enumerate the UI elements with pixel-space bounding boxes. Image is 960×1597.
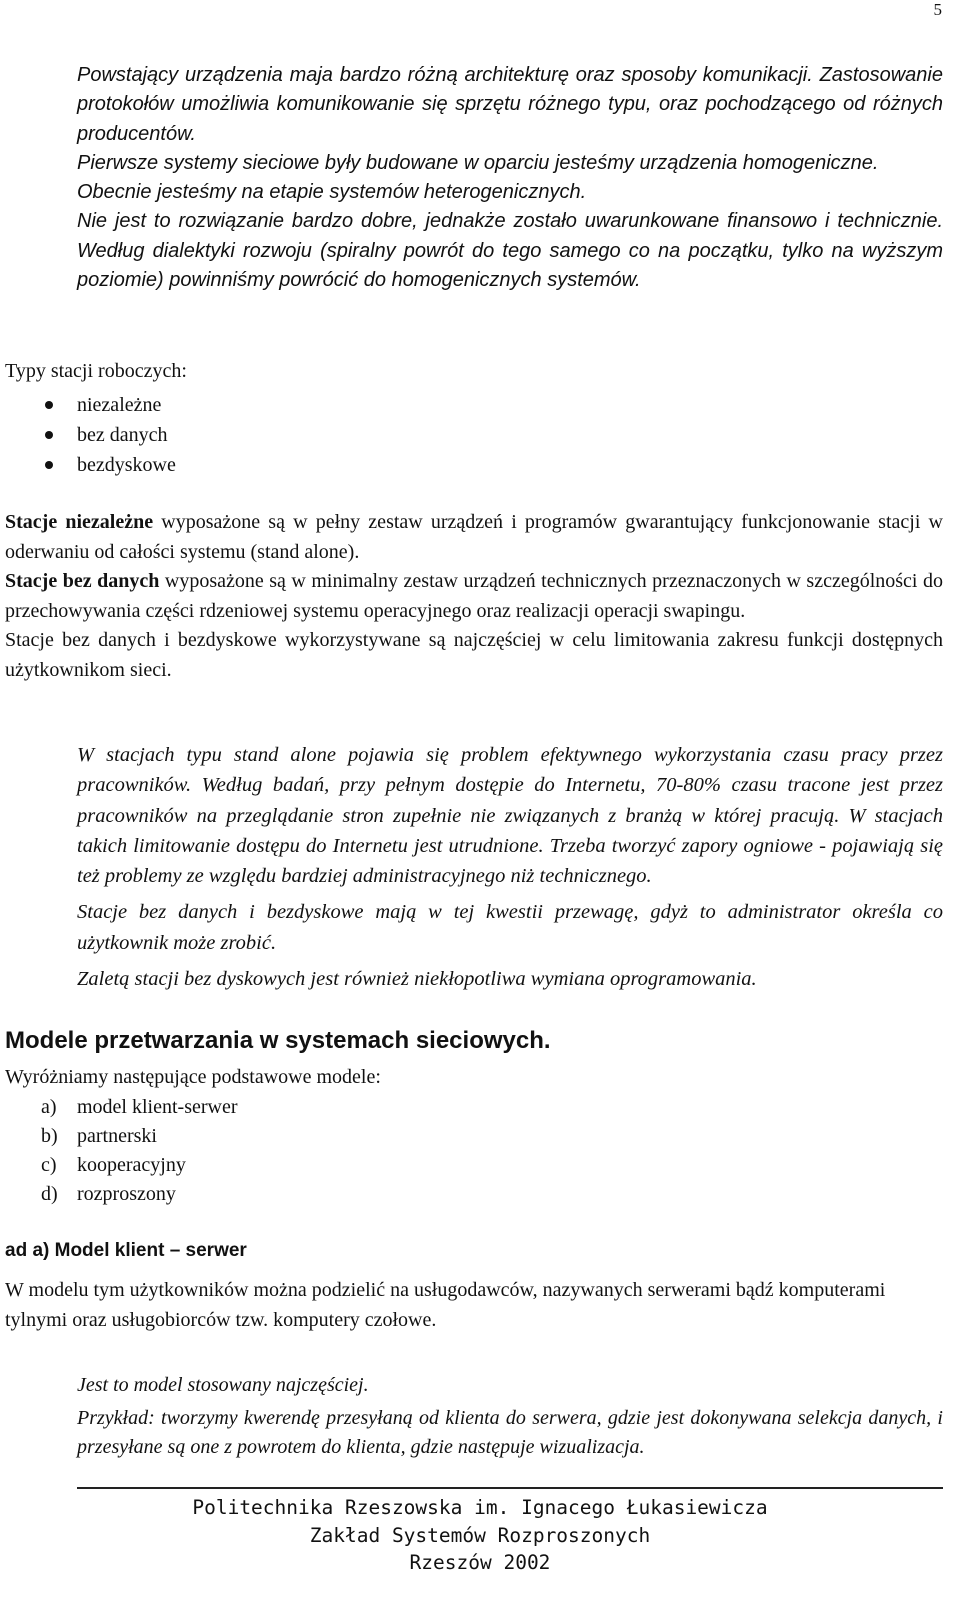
note-paragraph: Zaletą stacji bez dyskowych jest również niekłopotliwa wymiana oprogramowania. [77, 968, 757, 991]
bullet-icon [45, 461, 53, 469]
stations-heading: Typy stacji roboczych: [5, 360, 187, 382]
list-item-label: model klient-serwer [77, 1096, 238, 1118]
list-item-label: bez danych [77, 424, 168, 446]
intro-paragraph: Powstający urządzenia maja bardzo różną architekturę oraz sposoby komunikacji. Zastosowanie protokołów umożliwia komunikowanie się sprzętu różnego typu, oraz pochodzącego od różnych producentów. [77, 64, 943, 145]
list-item-label: rozproszony [77, 1183, 176, 1205]
footer-divider [77, 1487, 943, 1489]
note-paragraph: W stacjach typu stand alone pojawia się problem efektywnego wykorzystania czasu pracy przez pracowników. Według badań, przy pełnym dostępie do Internetu, 70-80% czasu tracone jest przez pracowników na przeglądanie stron zupełnie nie związanych z branżą w której pracują. W stacjach takich limitowanie dostępu do Internetu jest utrudnione. Trzeba tworzyć zapory ogniowe - pojawiają się też problemy ze względu bardziej administracyjnego niż technicznego. [77, 744, 943, 888]
bullet-icon [45, 431, 53, 439]
stations-list [5, 390, 176, 480]
client-server-text: W modelu tym użytkowników można podzielić na usługodawców, nazywanych serwerami bądź komputerami tylnymi oraz usługobiorców tzw. komputery czołowe. [5, 1279, 886, 1331]
bullet-icon [45, 401, 53, 409]
station-descriptions [5, 508, 943, 685]
intro-italic-block [77, 61, 943, 295]
footer-line: Rzeszów 2002 [409, 1551, 551, 1574]
list-item-label: partnerski [77, 1125, 157, 1147]
models-list [5, 1093, 238, 1209]
bold-term: Stacje bez danych [5, 570, 160, 592]
list-item [5, 390, 176, 420]
list-item [5, 1151, 238, 1180]
desc-text: wyposażone są w pełny zestaw urządzeń i programów gwarantujący funkcjonowanie stacji w oderwaniu od całości systemu (stand alone). [5, 511, 943, 563]
page-number: 5 [933, 0, 942, 19]
italic-note-block [77, 740, 943, 994]
list-marker: d) [41, 1183, 58, 1205]
italic-line: Przykład: tworzymy kwerendę przesyłaną od klienta do serwera, gdzie jest dokonywana selekcja danych, i przesyłane są one z powrotem do klienta, gdzie następuje wizualizacja. [77, 1406, 943, 1458]
list-item-label: bezdyskowe [77, 454, 176, 476]
intro-paragraph: Obecnie jesteśmy na etapie systemów heterogenicznych. [77, 181, 587, 204]
list-marker: a) [41, 1096, 57, 1118]
station-desc-nodata [5, 567, 943, 626]
note-paragraph: Stacje bez danych i bezdyskowe mają w tej kwestii przewagę, gdyż to administrator określa co użytkownik może zrobić. [77, 901, 943, 954]
section-title: Modele przetwarzania w systemach sieciowych. [5, 1027, 551, 1054]
client-server-italic [77, 1371, 943, 1463]
footer-line: Politechnika Rzeszowska im. Ignacego Łukasiewicza [192, 1496, 768, 1519]
intro-paragraph: Pierwsze systemy sieciowe były budowane w oparciu jesteśmy urządzenia homogeniczne. [77, 151, 879, 174]
list-item [5, 450, 176, 480]
footer-line: Zakład Systemów Rozproszonych [309, 1523, 651, 1547]
bold-term: niezależne [65, 511, 154, 533]
list-marker: b) [41, 1125, 58, 1147]
station-desc-independent [5, 508, 943, 567]
list-item [5, 1122, 238, 1151]
list-item [5, 420, 176, 450]
list-item [5, 1180, 238, 1209]
bold-term: Stacje [5, 511, 66, 533]
list-marker: c) [41, 1154, 57, 1176]
station-desc-usage: Stacje bez danych i bezdyskowe wykorzystywane są najczęściej w celu limitowania zakresu funkcji dostępnych użytkownikom sieci. [5, 629, 943, 681]
subsection-title: ad a) Model klient – serwer [5, 1240, 247, 1261]
section-intro: Wyróżniamy następujące podstawowe modele: [5, 1066, 381, 1088]
italic-line: Jest to model stosowany najczęściej. [77, 1374, 369, 1396]
desc-text: wyposażone są w minimalny zestaw urządzeń technicznych przeznaczonych w szczególności do przechowywania części rdzeniowej systemu operacyjnego oraz realizacji operacji swapingu. [5, 570, 943, 622]
intro-paragraph: Nie jest to rozwiązanie bardzo dobre, jednakże zostało uwarunkowane finansowo i technicznie. Według dialektyki rozwoju (spiralny powrót do tego samego co na początku, tylko na wyższym poziomie) powinniśmy powrócić do homogenicznych systemów. [77, 210, 943, 292]
footer [0, 1494, 960, 1577]
list-item [5, 1093, 238, 1122]
list-item-label: kooperacyjny [77, 1154, 186, 1176]
list-item-label: niezależne [77, 394, 162, 416]
